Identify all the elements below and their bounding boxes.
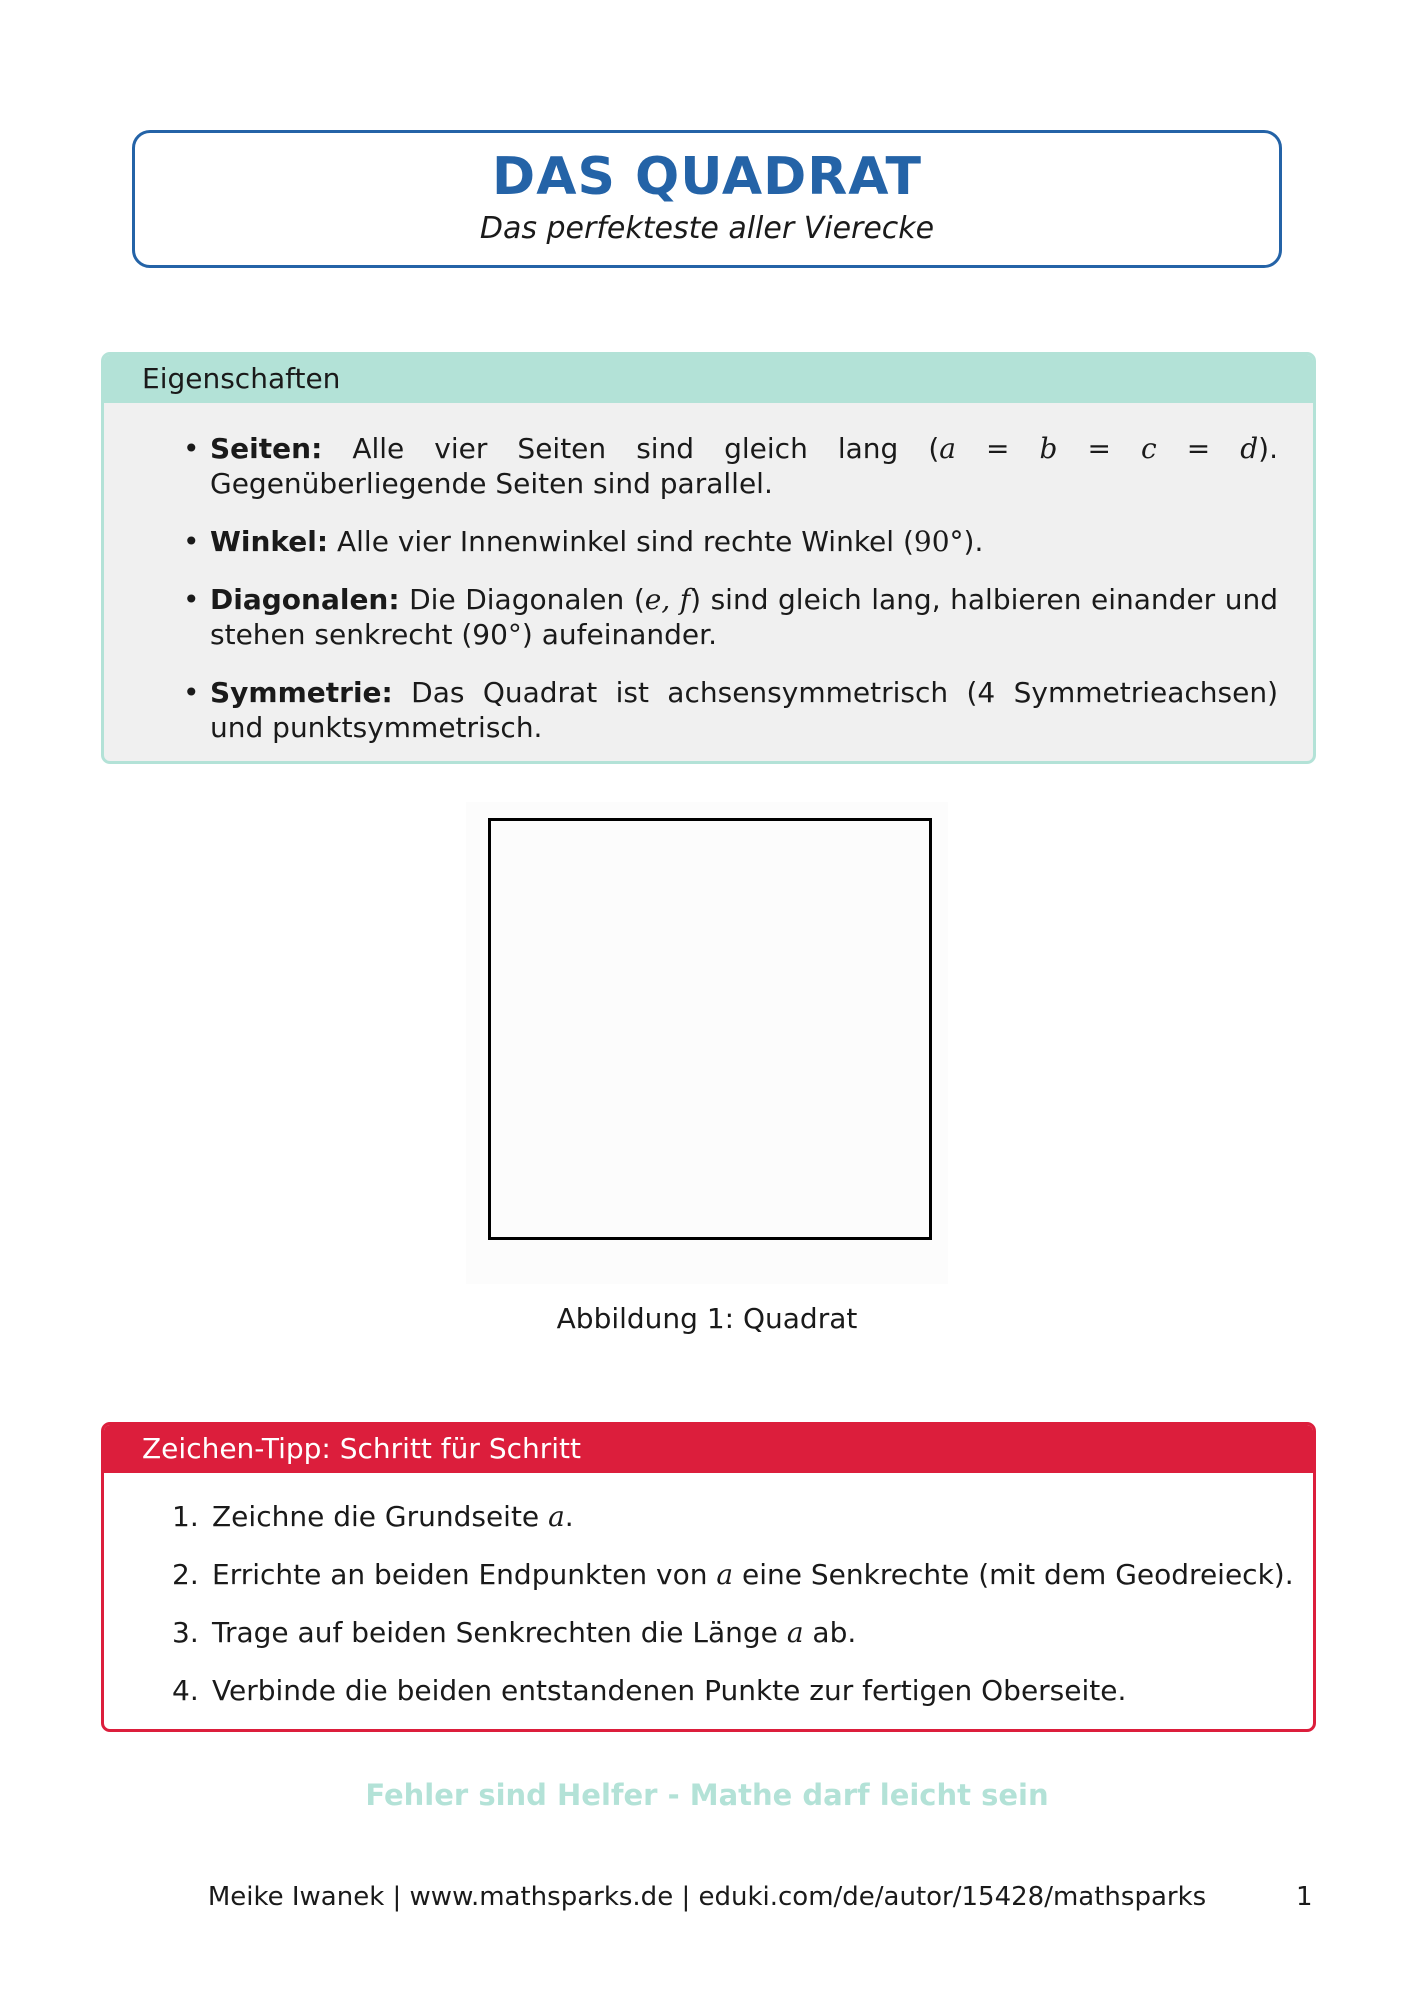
step-text: Trage auf beiden Senkrechten die Länge [212, 1616, 787, 1649]
step-number: 4. [172, 1674, 199, 1707]
step-math: a [786, 1616, 804, 1649]
page-title: DAS QUADRAT [492, 147, 922, 207]
tip-steps [104, 1473, 1313, 1708]
property-item-winkel [210, 524, 1278, 559]
property-label: Seiten: [210, 432, 323, 465]
step-text: Zeichne die Grundseite [212, 1500, 549, 1533]
step-item [172, 1673, 1313, 1708]
property-text: Das Quadrat ist achsensymmetrisch (4 Symmetrieachsen) und punktsymmetrisch. [210, 676, 1279, 744]
step-text: eine Senkrechte (mit dem Geodreieck). [733, 1558, 1294, 1591]
title-box [132, 130, 1282, 268]
square-figure [488, 818, 932, 1240]
page-number: 1 [1296, 1882, 1313, 1912]
properties-box [101, 352, 1316, 764]
property-text: ). Gegenüberliegende Seiten sind parallel. [210, 432, 1278, 500]
property-text: Die Diagonalen ( [409, 583, 645, 616]
page-subtitle: Das perfekteste aller Vierecke [479, 211, 935, 246]
step-number: 2. [172, 1558, 199, 1591]
tip-box [101, 1422, 1316, 1732]
property-label: Diagonalen: [210, 583, 400, 616]
properties-body [104, 403, 1313, 745]
property-label: Symmetrie: [210, 676, 393, 709]
step-text: ab. [803, 1616, 857, 1649]
step-item [172, 1615, 1313, 1650]
property-math: a = b = c = d [939, 432, 1259, 465]
properties-list [104, 403, 1313, 745]
motto-text: Fehler sind Helfer - Mathe darf leicht sein [365, 1778, 1049, 1812]
step-math: a [716, 1558, 734, 1591]
property-text: ). [963, 525, 984, 558]
property-text: ) sind gleich lang, halbieren einander und stehen senkrecht (90°) aufeinander. [210, 583, 1278, 651]
step-text: Verbinde die beiden entstandenen Punkte zur fertigen Oberseite. [212, 1674, 1127, 1707]
step-text: Errichte an beiden Endpunkten von [212, 1558, 717, 1591]
property-text: Alle vier Seiten sind gleich lang ( [352, 432, 940, 465]
property-label: Winkel: [210, 525, 329, 558]
properties-heading: Eigenschaften [104, 355, 1313, 403]
property-math: e, f [644, 583, 691, 616]
tip-body [104, 1473, 1313, 1708]
step-item [172, 1499, 1313, 1534]
step-number: 3. [172, 1616, 199, 1649]
step-text: . [564, 1500, 574, 1533]
figure-caption: Abbildung 1: Quadrat [556, 1302, 858, 1335]
step-item [172, 1557, 1313, 1592]
property-item-diagonalen [210, 582, 1278, 652]
step-number: 1. [172, 1500, 199, 1533]
property-item-symmetrie [210, 675, 1278, 745]
tip-heading: Zeichen-Tipp: Schritt für Schritt [104, 1425, 1313, 1473]
step-math: a [548, 1500, 565, 1533]
footer-credits: Meike Iwanek | www.mathsparks.de | eduki.com/de/autor/15428/mathsparks [207, 1882, 1207, 1912]
property-math: 90° [913, 525, 964, 558]
property-item-seiten [210, 431, 1278, 501]
property-text: Alle vier Innenwinkel sind rechte Winkel ( [336, 525, 914, 558]
